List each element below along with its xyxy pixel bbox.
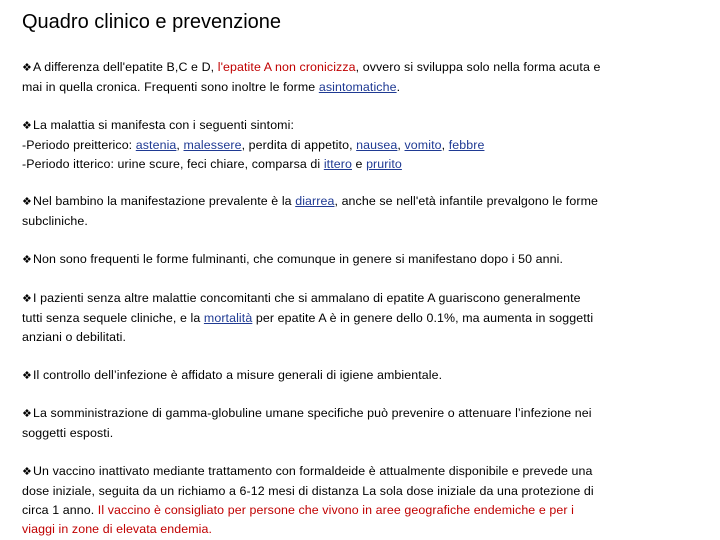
diamond-bullet-icon: ❖ [22, 120, 32, 132]
bullet-recovery: ❖I pazienti senza altre malattie concomitanti che si ammalano di epatite A guariscono generalmente tutti senza sequele cliniche, e la mortalità per epatite A è in genere dello 0.1%, ma aumenta in soggetti anziani o debilitati. [22, 291, 594, 344]
link-vomito[interactable]: vomito [404, 138, 442, 152]
highlight-text: viaggi in zone di elevata endemia. [22, 522, 213, 536]
bullet-gamma-globulin: ❖La somministrazione di gamma-globuline umane specifiche può prevenire o attenuare l’infezione nei soggetti esposti. [22, 406, 592, 440]
bullet-symptoms: ❖La malattia si manifesta con i seguenti sintomi: -Periodo preitterico: astenia, malessere, perdita di appetito, nausea, vomito, febbre -Periodo itterico: urine scure, feci chiare, comparsa di ittero e prurito [22, 118, 485, 171]
bullet-fulminant: ❖Non sono frequenti le forme fulminanti, che comunque in genere si manifestano dopo i 50 anni. [22, 250, 702, 270]
link-malessere[interactable]: malessere [183, 138, 242, 152]
bullet-hepatitis-a-chronic: ❖A differenza dell'epatite B,C e D, l'epatite A non cronicizza, ovvero si sviluppa solo nella forma acuta e mai in quella cronica. Frequenti sono inoltre le forme asintomatiche. [22, 60, 601, 94]
link-prurito[interactable]: prurito [366, 157, 402, 171]
link-asintomatiche[interactable]: asintomatiche [318, 80, 397, 94]
diamond-bullet-icon: ❖ [22, 196, 32, 208]
link-mortalita[interactable]: mortalità [203, 311, 253, 325]
link-diarrea[interactable]: diarrea [295, 194, 335, 208]
bullet-children: ❖Nel bambino la manifestazione prevalente è la diarrea, anche se nell'età infantile prevalgono le forme subcliniche. [22, 194, 598, 228]
diamond-bullet-icon: ❖ [22, 408, 32, 420]
highlight-text: Il vaccino è consigliato per persone che vivono in aree geografiche endemiche e per i [97, 503, 574, 517]
diamond-bullet-icon: ❖ [22, 62, 32, 74]
page-title: Quadro clinico e prevenzione [22, 11, 282, 33]
highlight-text: l'epatite A non cronicizza [217, 60, 356, 74]
diamond-bullet-icon: ❖ [22, 293, 32, 305]
link-febbre[interactable]: febbre [448, 138, 485, 152]
link-nausea[interactable]: nausea [356, 138, 398, 152]
diamond-bullet-icon: ❖ [22, 254, 32, 266]
diamond-bullet-icon: ❖ [22, 370, 32, 382]
link-ittero[interactable]: ittero [323, 157, 352, 171]
diamond-bullet-icon: ❖ [22, 466, 32, 478]
link-astenia[interactable]: astenia [135, 138, 177, 152]
bullet-control: ❖Il controllo dell’infezione è affidato a misure generali di igiene ambientale. [22, 366, 702, 386]
bullet-vaccine: ❖Un vaccino inattivato mediante trattamento con formaldeide è attualmente disponibile e prevede una dose iniziale, seguita da un richiamo a 6-12 mesi di distanza La sola dose iniziale da una protezione di circa 1 anno. Il vaccino è consigliato per persone che vivono in aree geografiche endemiche e per i viaggi in zone di elevata endemia. [22, 464, 594, 536]
